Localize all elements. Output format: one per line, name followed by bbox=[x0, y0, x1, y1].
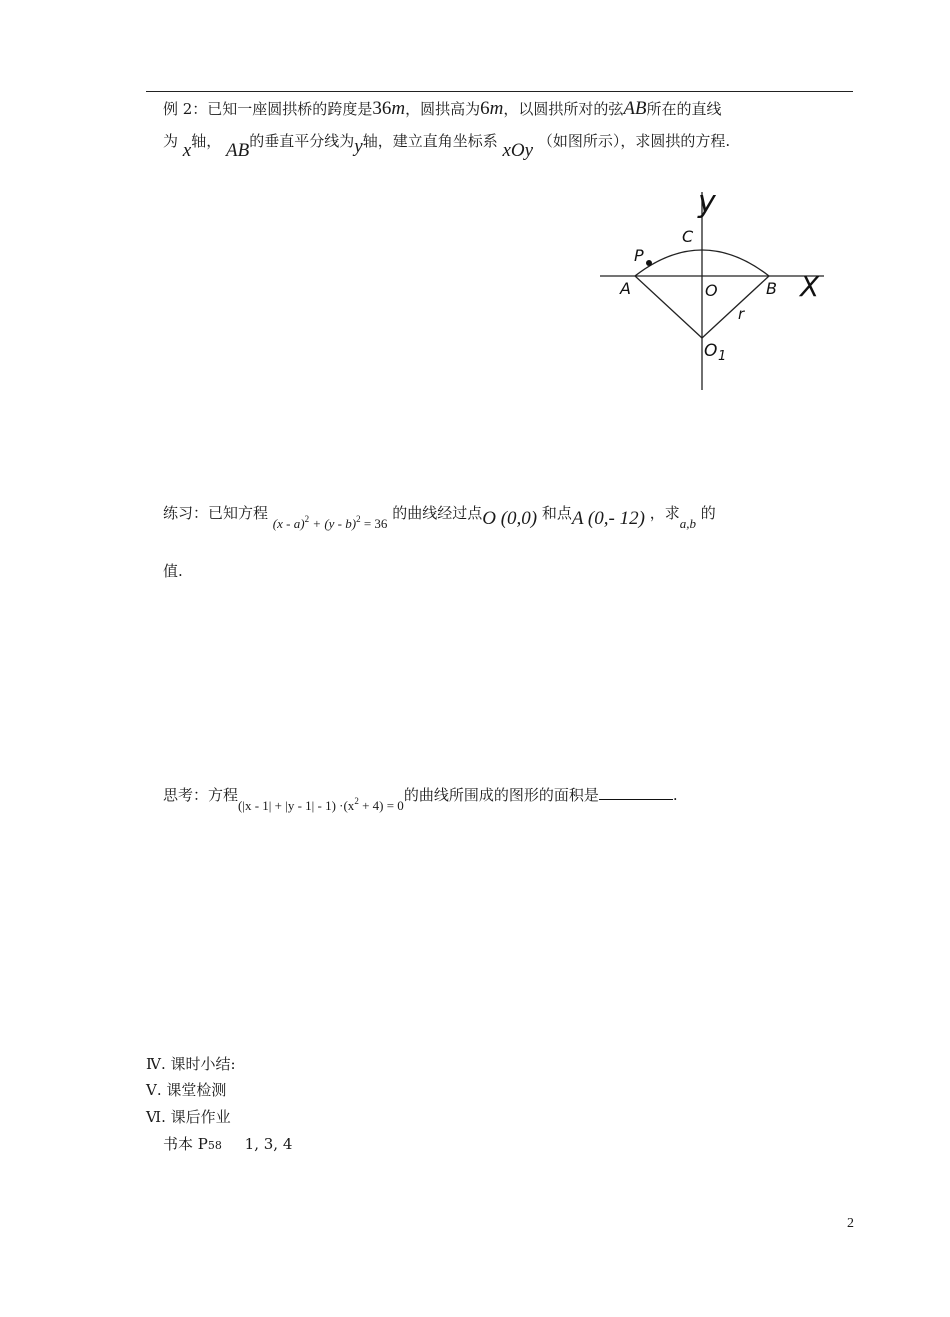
think-label: 思考：方程 bbox=[163, 786, 239, 804]
example2-line2 bbox=[163, 130, 731, 161]
example2-text5: 为 bbox=[163, 132, 179, 150]
example2-text3: ，以圆拱所对的弦 bbox=[503, 100, 624, 118]
practice-text6: 值. bbox=[163, 562, 183, 580]
label-o1: O bbox=[704, 341, 718, 361]
label-o1-subscript: 1 bbox=[718, 349, 727, 364]
label-c: C bbox=[682, 227, 694, 246]
practice-line2 bbox=[163, 560, 183, 581]
homework-prefix: 书本 P bbox=[163, 1135, 208, 1153]
practice-text3: 和点 bbox=[541, 504, 572, 522]
homework-problems: 1, 3, 4 bbox=[244, 1135, 293, 1153]
think-eq-exp: 2 bbox=[354, 796, 359, 806]
chord-ab: AB bbox=[623, 98, 647, 119]
xoy-symbol: xOy bbox=[502, 140, 534, 161]
think-eq-end: + 4) = 0 bbox=[358, 798, 404, 813]
ab-symbol: AB bbox=[226, 140, 250, 161]
label-b: B bbox=[766, 279, 777, 298]
example2-text8: 轴，建立直角坐标系 bbox=[362, 132, 498, 150]
example2-text9: （如图所示），求圆拱的方程. bbox=[537, 132, 731, 150]
example2-text2: ，圆拱高为 bbox=[405, 100, 481, 118]
point-o: O (0,0) bbox=[482, 508, 538, 529]
practice-equation bbox=[273, 516, 388, 531]
practice-line1 bbox=[163, 502, 716, 531]
label-a: A bbox=[620, 279, 631, 298]
span-unit: m bbox=[391, 98, 406, 119]
think-equation bbox=[238, 798, 404, 813]
eq-exp2: 2 bbox=[356, 514, 361, 524]
x-axis-symbol: x bbox=[182, 140, 192, 161]
example2-line1 bbox=[163, 98, 722, 120]
label-o: O bbox=[705, 281, 718, 300]
height-value: 6 bbox=[480, 98, 490, 119]
y-axis-symbol: y bbox=[354, 136, 363, 157]
section-homework: Ⅵ. 课后作业 bbox=[146, 1108, 231, 1126]
practice-label: 练习：已知方程 bbox=[163, 504, 269, 522]
ab-vars: a,b bbox=[679, 516, 696, 531]
example2-text4: 所在的直线 bbox=[646, 100, 722, 118]
answer-blank bbox=[599, 785, 673, 800]
section-classroom-test: Ⅴ. 课堂检测 bbox=[146, 1081, 227, 1099]
header-rule bbox=[146, 91, 853, 92]
x-axis-label: X bbox=[800, 270, 820, 303]
think-text3: . bbox=[672, 786, 678, 804]
height-unit: m bbox=[489, 98, 504, 119]
radius-line-a bbox=[635, 276, 702, 338]
example2-text7: 的垂直平分线为 bbox=[249, 132, 355, 150]
span-value: 36 bbox=[372, 98, 392, 119]
practice-text4: ，求 bbox=[649, 504, 680, 522]
label-r: r bbox=[738, 305, 745, 323]
eq-term2: + (y - b) bbox=[309, 516, 357, 531]
label-p: P bbox=[634, 246, 644, 265]
example2-text6: 轴， bbox=[191, 132, 222, 150]
think-text2: 的曲线所围成的图形的面积是 bbox=[403, 786, 599, 804]
practice-text2: 的曲线经过点 bbox=[392, 504, 483, 522]
y-axis-label: y bbox=[698, 185, 716, 220]
eq-exp1: 2 bbox=[304, 514, 310, 524]
section-summary: Ⅳ. 课时小结: bbox=[146, 1055, 236, 1073]
homework-page-sub: 58 bbox=[207, 1139, 222, 1152]
point-a: A (0,- 12) bbox=[571, 508, 645, 529]
eq-rhs: = 36 bbox=[360, 516, 388, 531]
example2-label: 例 2：已知一座圆拱桥的跨度是 bbox=[163, 100, 373, 118]
point-p bbox=[646, 260, 652, 266]
practice-text5: 的 bbox=[700, 504, 716, 522]
page-number: 2 bbox=[847, 1216, 854, 1231]
eq-term1: (x - a) bbox=[272, 516, 305, 531]
think-eq-main: (|x - 1| + |y - 1| - 1) ·(x bbox=[238, 798, 355, 813]
arch-bridge-figure bbox=[592, 184, 842, 396]
homework-items bbox=[163, 1133, 292, 1154]
